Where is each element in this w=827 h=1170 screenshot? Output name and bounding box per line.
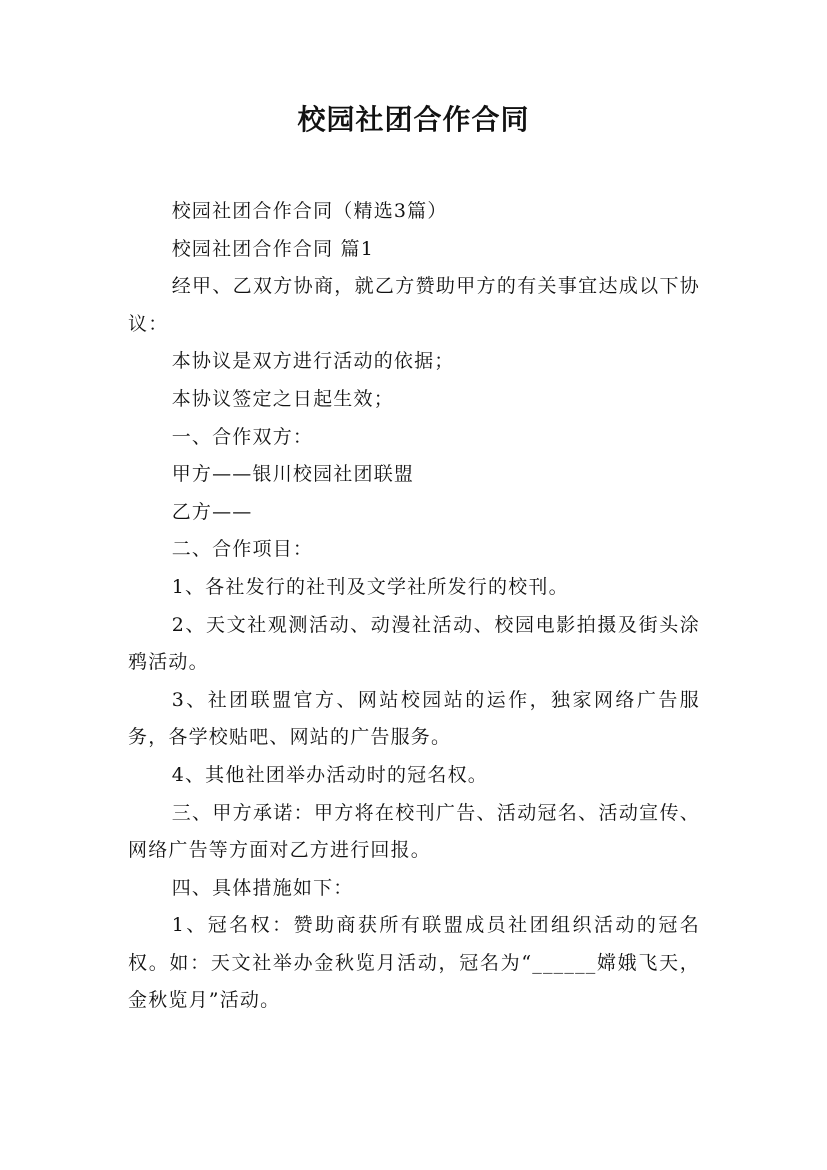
paragraph-project-1: 1、各社发行的社刊及文学社所发行的校刊。 — [171, 575, 569, 598]
paragraph-measure-1: 1、冠名权：赞助商获所有联盟成员社团组织活动的冠名权。如：天文社举办金秋览月活动，冠名为“______嫦娥飞天，金秋览月”活动。 — [128, 914, 700, 1012]
document-body — [128, 193, 700, 1020]
paragraph-party-b: 乙方—— — [171, 500, 253, 523]
paragraph-section-heading: 校园社团合作合同 篇1 — [171, 237, 375, 260]
paragraph-party-a: 甲方——银川校园社团联盟 — [171, 463, 415, 486]
paragraph-subtitle: 校园社团合作合同（精选3篇） — [171, 200, 448, 222]
paragraph-commitment: 三、甲方承诺：甲方将在校刊广告、活动冠名、活动宣传、网络广告等方面对乙方进行回报。 — [128, 801, 700, 862]
paragraph-project-3: 3、社团联盟官方、网站校园站的运作，独家网络广告服务，各学校贴吧、网站的广告服务。 — [128, 688, 700, 749]
paragraph-preamble: 经甲、乙双方协商，就乙方赞助甲方的有关事宜达成以下协议： — [128, 275, 700, 335]
paragraph-parties-heading: 一、合作双方： — [171, 425, 314, 448]
paragraph-basis: 本协议是双方进行活动的依据； — [171, 350, 455, 373]
paragraph-measures-heading: 四、具体措施如下： — [171, 876, 354, 899]
document-title: 校园社团合作合同 — [297, 103, 530, 136]
paragraph-effective: 本协议签定之日起生效； — [171, 387, 394, 410]
paragraph-projects-heading: 二、合作项目： — [171, 538, 314, 561]
paragraph-project-2: 2、天文社观测活动、动漫社活动、校园电影拍摄及街头涂鸦活动。 — [128, 613, 700, 674]
paragraph-project-4: 4、其他社团举办活动时的冠名权。 — [171, 763, 488, 786]
